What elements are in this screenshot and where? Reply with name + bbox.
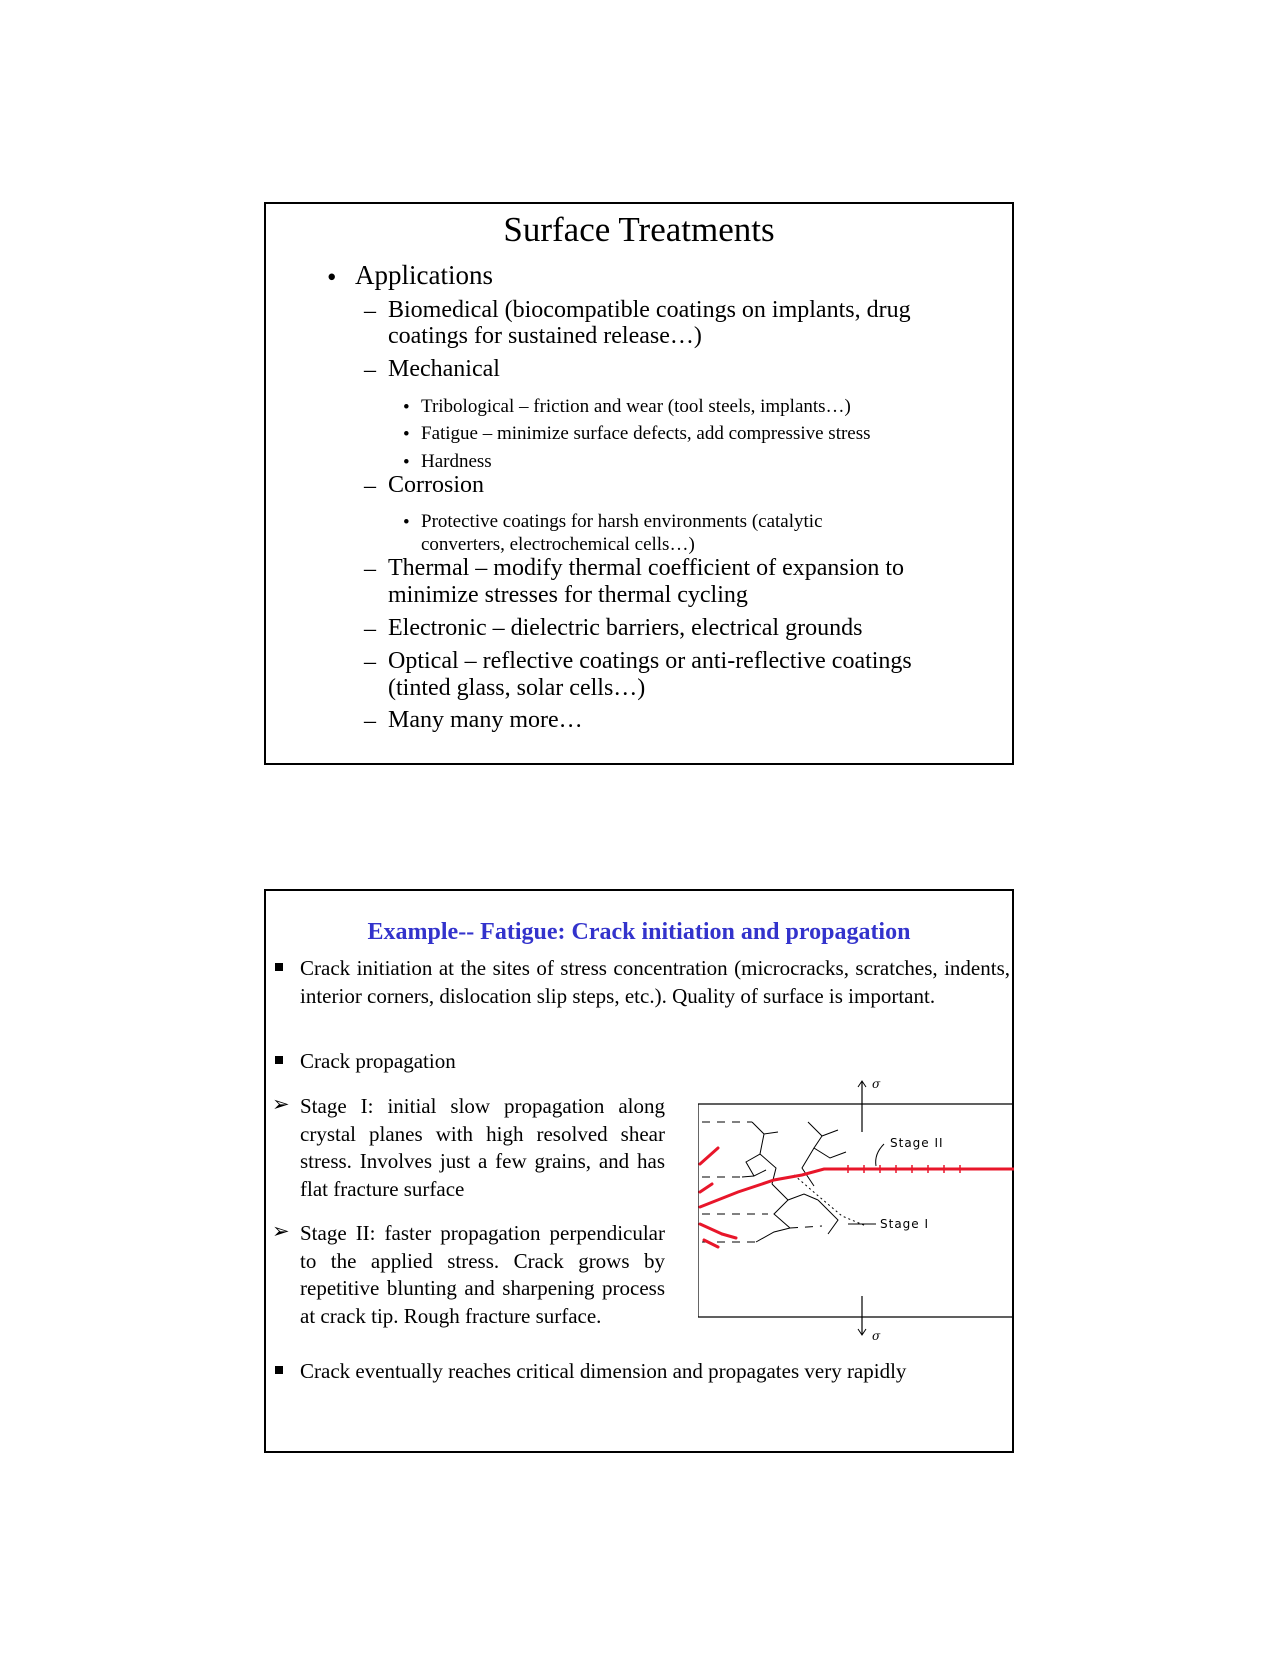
bullet-marker: • [403,452,410,473]
subitem-fatigue: Fatigue – minimize surface defects, add compressive stress [421,423,871,444]
stage1-label: Stage I [880,1217,930,1231]
subitem-tribological: Tribological – friction and wear (tool steels, implants…) [421,396,851,417]
item-optical-cont: (tinted glass, solar cells…) [388,675,646,701]
bullet-crack-final: Crack eventually reaches critical dimension and propagates very rapidly [300,1359,907,1383]
item-corrosion: Corrosion [388,472,484,498]
arrow-bullet: ➢ [272,1219,290,1243]
crack-lines [700,1148,1014,1247]
item-thermal-cont: minimize stresses for thermal cycling [388,582,748,608]
sigma-bottom-label: σ [872,1329,881,1343]
dash-marker: – [364,357,376,383]
applications-heading: Applications [355,260,493,290]
dash-marker: – [364,649,376,675]
grain-boundaries [702,1122,846,1242]
item-biomedical-cont: coatings for sustained release…) [388,323,702,349]
bullet-marker: • [403,397,410,418]
square-bullet [275,963,283,971]
subitem-protective: Protective coatings for harsh environments (catalytic [421,511,823,532]
bullet-marker: • [403,424,410,445]
bullet-marker: • [403,512,410,533]
item-mechanical: Mechanical [388,356,500,382]
slide-title: Surface Treatments [503,210,775,249]
stage2-description: Stage II: faster propagation perpendicular to the applied stress. Crack grows by repetitive blunting and sharpening process at crack tip. Rough fracture surface. [300,1221,665,1328]
square-bullet [275,1366,283,1374]
sigma-top-label: σ [872,1077,881,1091]
slide-surface-treatments [264,202,1014,765]
item-biomedical: Biomedical (biocompatible coatings on implants, drug [388,297,911,323]
item-electronic: Electronic – dielectric barriers, electrical grounds [388,615,863,641]
crack-stages-diagram [698,1072,1014,1344]
arrow-bullet: ➢ [272,1092,290,1116]
dash-marker: – [364,708,376,734]
item-optical: Optical – reflective coatings or anti-reflective coatings [388,648,912,674]
dash-marker: – [364,616,376,642]
stage2-leader-line [876,1144,884,1166]
dash-marker: – [364,556,376,582]
subitem-hardness: Hardness [421,451,492,472]
stage1-description: Stage I: initial slow propagation along crystal planes with high resolved shear stress. Involves just a few grains, and has flat fracture surface [300,1094,665,1201]
slide-title: Example-- Fatigue: Crack initiation and propagation [367,919,911,945]
slide-fatigue-example [264,889,1014,1453]
bullet-crack-propagation: Crack propagation [300,1049,456,1073]
stage1-dotted-path [794,1175,866,1226]
specimen-outline [698,1104,1014,1317]
bullet-marker: • [327,262,337,292]
stage2-label: Stage II [890,1136,944,1150]
item-many-more: Many many more… [388,707,583,733]
bullet-crack-initiation: Crack initiation at the sites of stress concentration (microcracks, scratches, indents, interior corners, dislocation slip steps, etc.). Quality of surface is important. [300,956,1010,1008]
subitem-protective-cont: converters, electrochemical cells…) [421,534,695,555]
square-bullet [275,1056,283,1064]
dash-marker: – [364,298,376,324]
item-thermal: Thermal – modify thermal coefficient of expansion to [388,555,905,581]
dash-marker: – [364,473,376,499]
